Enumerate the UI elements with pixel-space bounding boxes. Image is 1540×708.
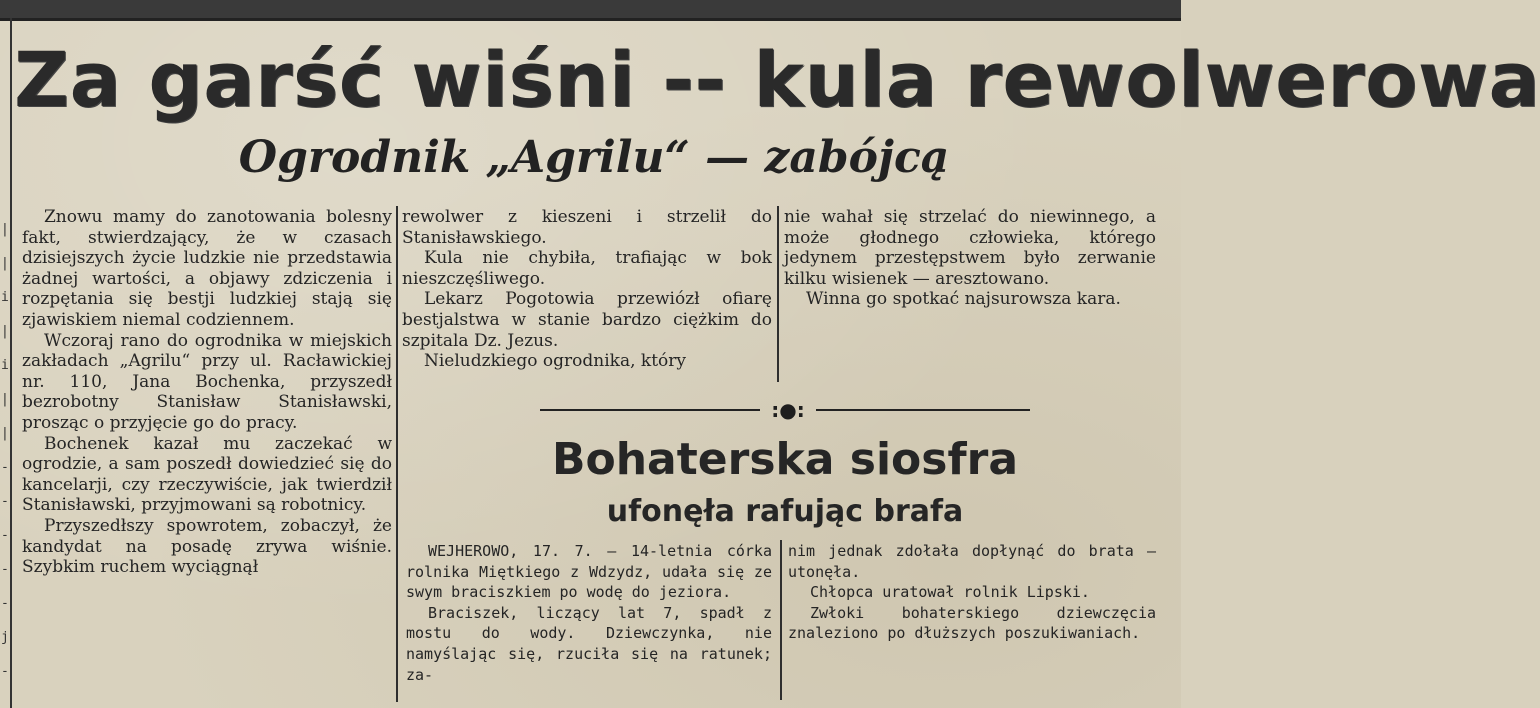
margin-mark: - <box>1 528 9 543</box>
paragraph: Kula nie chybiła, trafiając w bok nieszczęśliwego. <box>402 248 772 289</box>
article2-subheadline: ufonęła rafując brafa <box>606 494 964 529</box>
margin-mark: - <box>1 596 9 611</box>
margin-mark: - <box>1 664 9 679</box>
paragraph: Lekarz Pogotowia przewiózł ofiarę bestjalstwa w stanie bardzo ciężkim do szpitala Dz. Jezus. <box>402 289 772 351</box>
section-divider <box>540 398 1030 422</box>
article-column-1 <box>22 207 392 578</box>
article-headline: Za garść wiśni -- kula rewolwerowa <box>14 35 1540 124</box>
margin-mark: i <box>1 358 9 373</box>
paragraph: Wczoraj rano do ogrodnika w miejskich zakładach „Agrilu“ przy ul. Racławickiej nr. 110, Jana Bochenka, przyszedł bezrobotny Stanisław Stanisławski, prosząc o przyjęcie go do pracy. <box>22 330 392 433</box>
paragraph: Nieludzkiego ogrodnika, który <box>424 351 687 372</box>
article-column-2 <box>402 207 772 372</box>
column-rule-2 <box>777 206 779 382</box>
article-column-3 <box>784 207 1156 310</box>
paragraph: Znowu mamy do zanotowania bolesny fakt, stwierdzający, że w czasach dzisiejszych życie ludzkie nie przedstawia żadnej wartości, a objawy zdziczenia i rozpętania się bestji ludzkiej stają się zjawiskiem niemal codziennem. <box>22 207 392 330</box>
divider-mark: :●: <box>771 398 805 422</box>
divider-line-left <box>540 409 760 411</box>
margin-mark: | <box>1 426 9 441</box>
margin-mark: j <box>1 630 9 645</box>
paragraph: nie wahał się strzelać do niewinnego, a może głodnego człowieka, którego jedynem przestępstwem było zerwanie kilku wisienek — aresztowano. <box>784 207 1156 289</box>
margin-mark: | <box>1 324 9 339</box>
paragraph: rewolwer z kieszeni i strzelił do Stanisławskiego. <box>402 207 772 248</box>
divider-line-right <box>816 409 1030 411</box>
paragraph: Chłopca uratował rolnik Lipski. <box>810 583 1090 602</box>
margin-mark: | <box>1 256 9 271</box>
margin-mark: - <box>1 460 9 475</box>
margin-mark: i <box>1 290 9 305</box>
article2-headline: Bohaterska siosfra <box>551 434 1019 485</box>
article2-column-2 <box>788 541 1156 644</box>
paragraph: WEJHEROWO, 17. 7. — 14-letnia córka rolnika Miętkiego z Wdzydz, udała się ze swym braciszkiem po wodę do jeziora. <box>406 542 772 602</box>
article-subheadline: Ogrodnik „Agrilu“ — zabójcą <box>238 132 950 183</box>
paragraph: nim jednak zdołała dopłynąć do brata — utonęła. <box>788 542 1156 581</box>
top-border-rule <box>0 0 1181 21</box>
article2-column-1 <box>406 541 772 685</box>
paragraph: Przyszedłszy spowrotem, zobaczył, że kandydat na posadę zrywa wiśnie. Szybkim ruchem wyciągnął <box>22 515 392 578</box>
margin-mark: - <box>1 562 9 577</box>
margin-mark: - <box>1 494 9 509</box>
margin-mark: | <box>1 392 9 407</box>
column-rule-1 <box>396 206 398 702</box>
margin-mark: | <box>1 222 9 237</box>
paragraph: Zwłoki bohaterskiego dziewczęcia znaleziono po dłuższych poszukiwaniach. <box>788 603 1156 643</box>
paragraph: Braciszek, liczący lat 7, spadł z mostu do wody. Dziewczynka, nie namyślając się, rzuciła się na ratunek; za- <box>406 603 772 684</box>
paragraph: Bochenek kazał mu zaczekać w ogrodzie, a sam poszedł dowiedzieć się do kancelarji, czy rzeczywiście, jak twierdził Stanisławski, przyjmowani są robotnicy. <box>22 433 392 516</box>
column-rule-3 <box>780 540 782 700</box>
left-column-rule <box>10 18 12 708</box>
paragraph: Winna go spotkać najsurowsza kara. <box>806 289 1121 310</box>
